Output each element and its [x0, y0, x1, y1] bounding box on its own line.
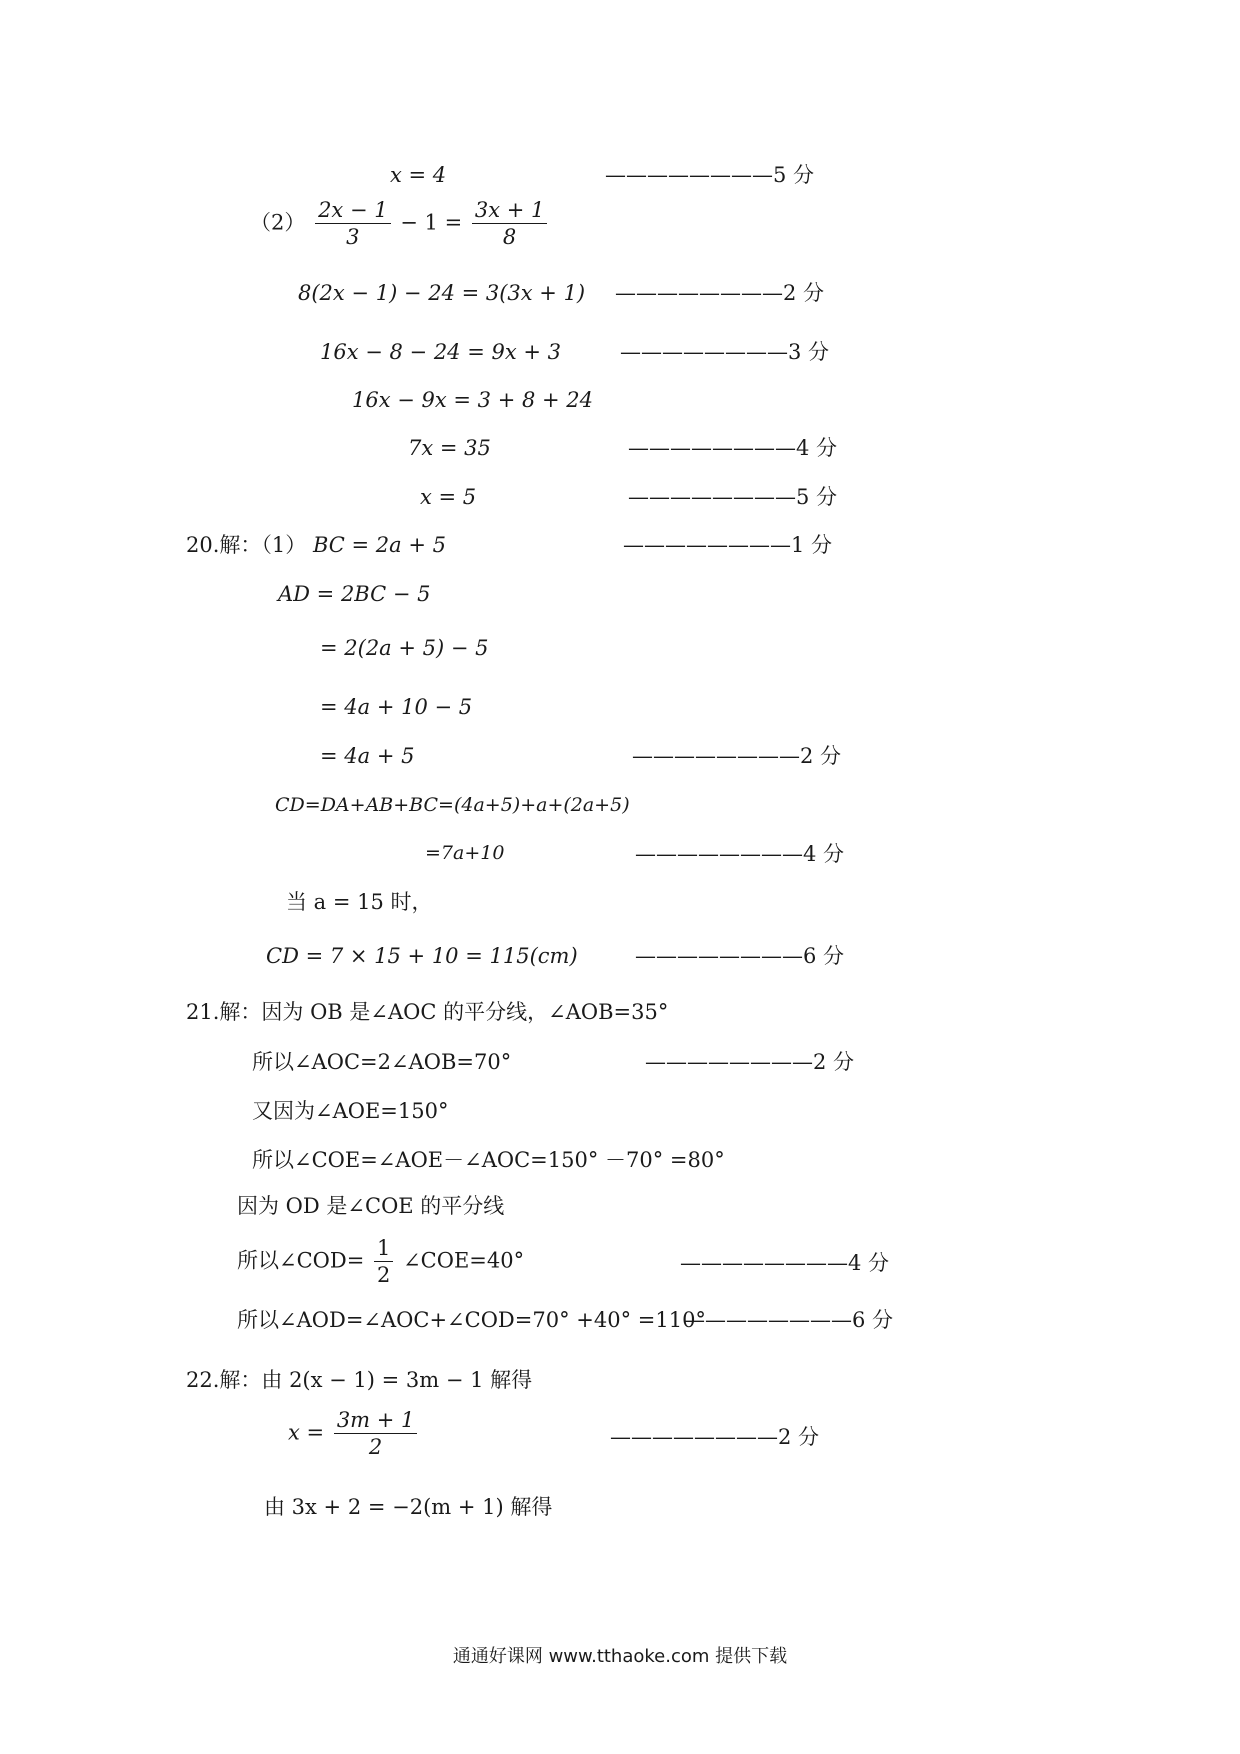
question-20-head [186, 535, 446, 556]
equation-line: CD = 7 × 15 + 10 = 115(cm) [266, 944, 578, 968]
denominator: 2 [368, 1435, 383, 1459]
fraction [334, 1410, 418, 1458]
fraction-solution-line [237, 1238, 524, 1286]
fraction [374, 1238, 393, 1286]
score-mark: ————————6 分 [684, 1308, 894, 1332]
solution-line: 因为 OD 是∠COE 的平分线 [237, 1194, 505, 1218]
equation: BC = 2a + 5 [312, 533, 446, 557]
score-mark: ————————2 分 [615, 281, 825, 305]
solution-line: 所以∠AOC=2∠AOB=70° [252, 1050, 512, 1074]
score-mark: ————————5 分 [628, 485, 838, 509]
equation-middle: − 1 = [400, 210, 463, 235]
equation-line: =7a+10 [425, 842, 505, 864]
line-prefix: 所以∠COD= [237, 1248, 365, 1273]
equation-line: CD=DA+AB+BC=(4a+5)+a+(2a+5) [275, 794, 630, 816]
equation-line: AD = 2BC − 5 [278, 582, 431, 606]
fraction-equation-line [250, 200, 550, 248]
equation-line: 16x − 9x = 3 + 8 + 24 [352, 388, 593, 412]
score-mark: ————————4 分 [635, 842, 845, 866]
score-mark: ————————5 分 [605, 163, 815, 187]
score-mark: ————————4 分 [628, 436, 838, 460]
numerator: 3m + 1 [334, 1410, 418, 1434]
score-mark: ————————6 分 [635, 944, 845, 968]
score-mark: ————————2 分 [610, 1425, 820, 1449]
line-suffix: ∠COE=40° [403, 1248, 525, 1273]
numerator: 2x − 1 [315, 200, 391, 224]
denominator: 3 [346, 225, 360, 249]
solution-line: 又因为∠AOE=150° [252, 1099, 449, 1123]
sub-question-label: （2） [250, 210, 306, 235]
numerator: 1 [374, 1238, 393, 1262]
score-mark: ————————1 分 [623, 533, 833, 557]
equation-line: 8(2x − 1) − 24 = 3(3x + 1) [298, 281, 586, 305]
equation-line: = 2(2a + 5) − 5 [320, 636, 489, 660]
score-mark: ————————2 分 [632, 744, 842, 768]
score-mark: ————————4 分 [680, 1251, 890, 1275]
solution-line: 所以∠AOD=∠AOC+∠COD=70° +40° =110° [237, 1308, 706, 1332]
line-prefix: x = [288, 1420, 325, 1445]
equation-line: 7x = 35 [408, 436, 491, 460]
score-mark: ————————3 分 [620, 340, 830, 364]
equation-line: 16x − 8 − 24 = 9x + 3 [320, 340, 561, 364]
condition-line: 当 a = 15 时， [286, 890, 433, 914]
equation-line: = 4a + 5 [320, 744, 415, 768]
numerator: 3x + 1 [472, 200, 548, 224]
equation-line: = 4a + 10 − 5 [320, 695, 473, 719]
question-21-head: 21.解：因为 OB 是∠AOC 的平分线，∠AOB=35° [186, 1000, 669, 1024]
question-22-head: 22.解：由 2(x − 1) = 3m − 1 解得 [186, 1368, 533, 1392]
solution-line: 由 3x + 2 = −2(m + 1) 解得 [264, 1495, 553, 1519]
score-mark: ————————2 分 [645, 1050, 855, 1074]
fraction [472, 200, 548, 248]
page-footer: 通通好课网 www.tthaoke.com 提供下载 [452, 1646, 788, 1667]
denominator: 8 [502, 225, 517, 249]
denominator: 2 [377, 1263, 391, 1287]
equation-line: x = 5 [420, 485, 477, 509]
question-number: 20.解：（1） [186, 533, 307, 557]
solution-line: 所以∠COE=∠AOE－∠AOC=150° －70° =80° [252, 1148, 725, 1172]
fraction-equation-line [288, 1410, 420, 1458]
equation-line: x = 4 [390, 163, 447, 187]
fraction [315, 200, 391, 248]
